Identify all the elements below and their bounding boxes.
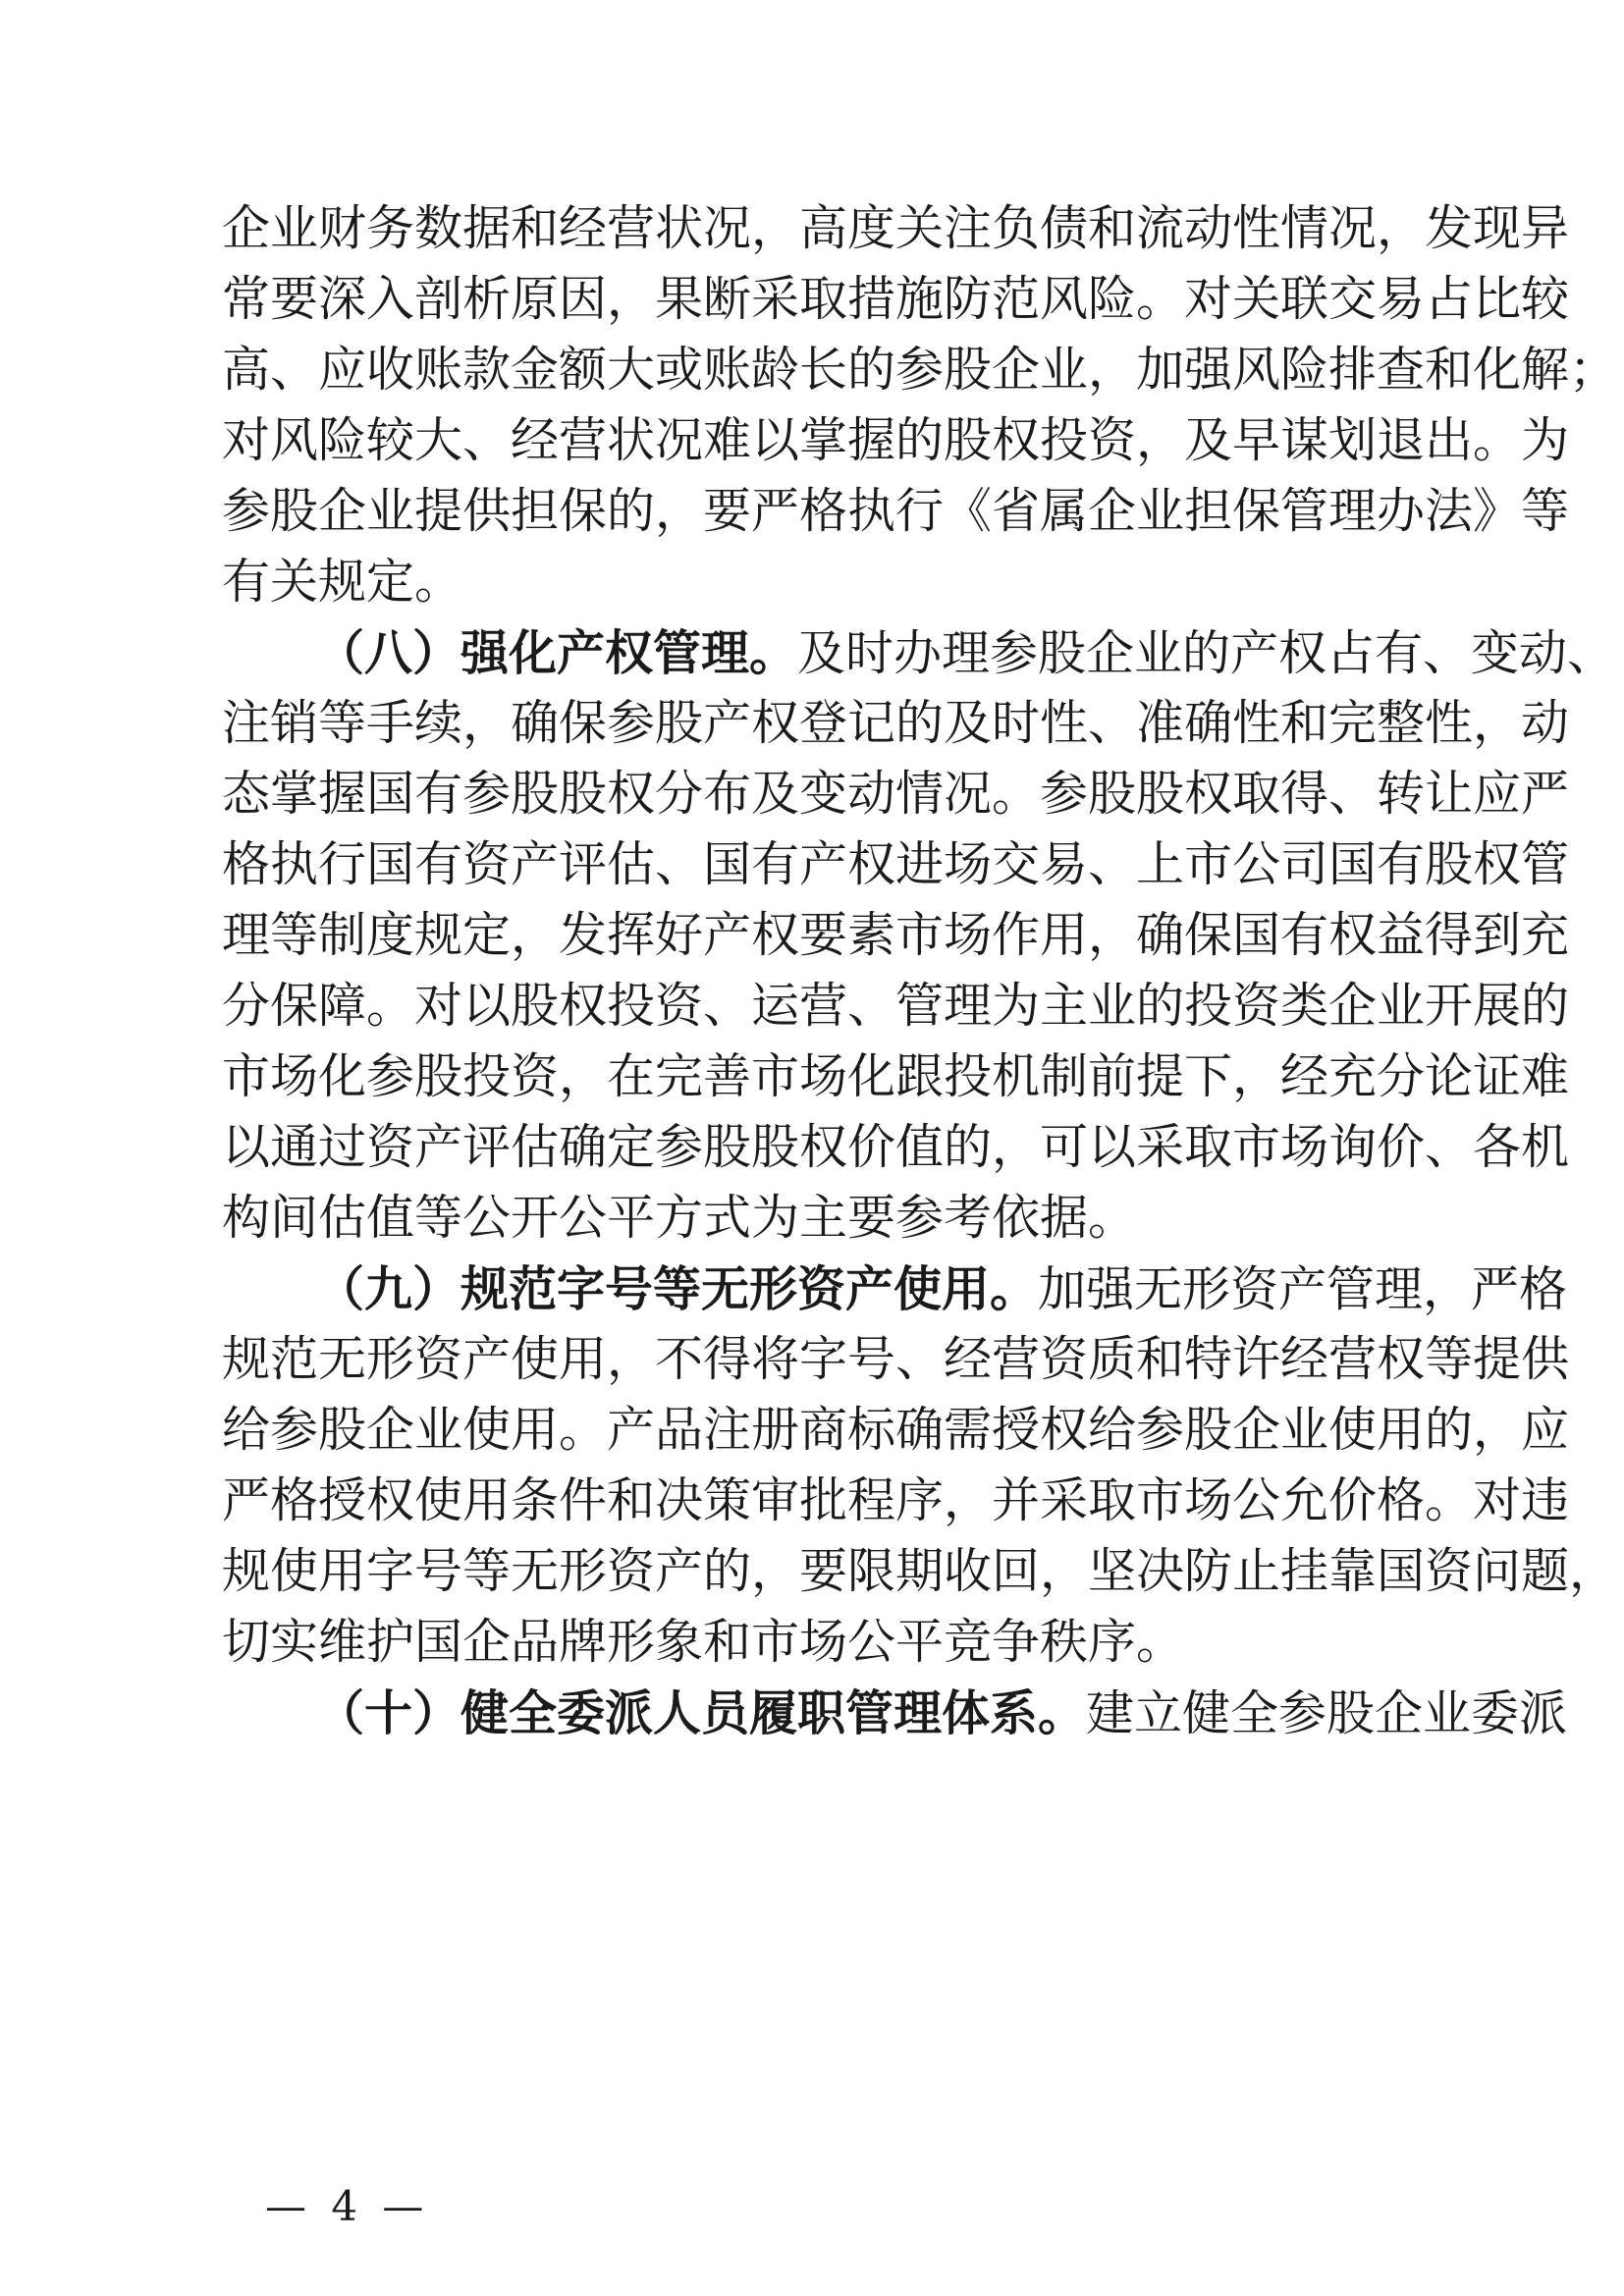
heading-line-text: 及时办理参股企业的产权占有、变动、: [797, 625, 1616, 681]
heading-line-text: 加强无形资产管理，严格: [1038, 1261, 1568, 1317]
body-line: 高、应收账款金额大或账龄长的参股企业，加强风险排查和化解；: [222, 342, 1618, 398]
paragraph-first-line: [316, 1255, 1568, 1323]
section-heading-8: （八）强化产权管理。: [316, 624, 798, 681]
section-heading-9: （九）规范字号等无形资产使用。: [316, 1260, 1039, 1317]
body-line: 理等制度规定，发挥好产权要素市场作用，确保国有权益得到充: [222, 907, 1570, 963]
paragraph-first-line: [316, 1679, 1568, 1747]
body-line: 分保障。对以股权投资、运营、管理为主业的投资类企业开展的: [222, 978, 1570, 1034]
body-line: 有关规定。: [222, 554, 463, 610]
body-line: 给参股企业使用。产品注册商标确需授权给参股企业使用的，应: [222, 1402, 1570, 1458]
heading-line-text: 建立健全参股企业委派: [1086, 1685, 1568, 1741]
body-line: 常要深入剖析原因，果断采取措施防范风险。对关联交易占比较: [222, 271, 1570, 327]
body-line: 企业财务数据和经营状况，高度关注负债和流动性情况，发现异: [222, 200, 1570, 256]
body-line: 规范无形资产使用，不得将字号、经营资质和特许经营权等提供: [222, 1331, 1570, 1387]
body-line: 参股企业提供担保的，要严格执行《省属企业担保管理办法》等: [222, 483, 1570, 539]
body-line: 格执行国有资产评估、国有产权进场交易、上市公司国有股权管: [222, 836, 1570, 892]
body-line: 规使用字号等无形资产的，要限期收回，坚决防止挂靠国资问题，: [222, 1543, 1618, 1599]
section-heading-10: （十）健全委派人员履职管理体系。: [316, 1684, 1087, 1741]
page-number: — 4 —: [265, 2182, 430, 2230]
body-line: 市场化参股投资，在完善市场化跟投机制前提下，经充分论证难: [222, 1048, 1570, 1104]
body-line: 以通过资产评估确定参股股权价值的，可以采取市场询价、各机: [222, 1119, 1570, 1175]
body-line: 切实维护国企品牌形象和市场公平竞争秩序。: [222, 1614, 1185, 1670]
body-line: 态掌握国有参股股权分布及变动情况。参股股权取得、转让应严: [222, 766, 1570, 822]
body-line: 构间估值等公开公平方式为主要参考依据。: [222, 1190, 1137, 1246]
paragraph-first-line: [316, 618, 1616, 687]
body-line: 对风险较大、经营状况难以掌握的股权投资，及早谋划退出。为: [222, 412, 1570, 468]
body-line: 注销等手续，确保参股产权登记的及时性、准确性和完整性，动: [222, 695, 1570, 751]
body-line: 严格授权使用条件和决策审批程序，并采取市场公允价格。对违: [222, 1472, 1570, 1528]
